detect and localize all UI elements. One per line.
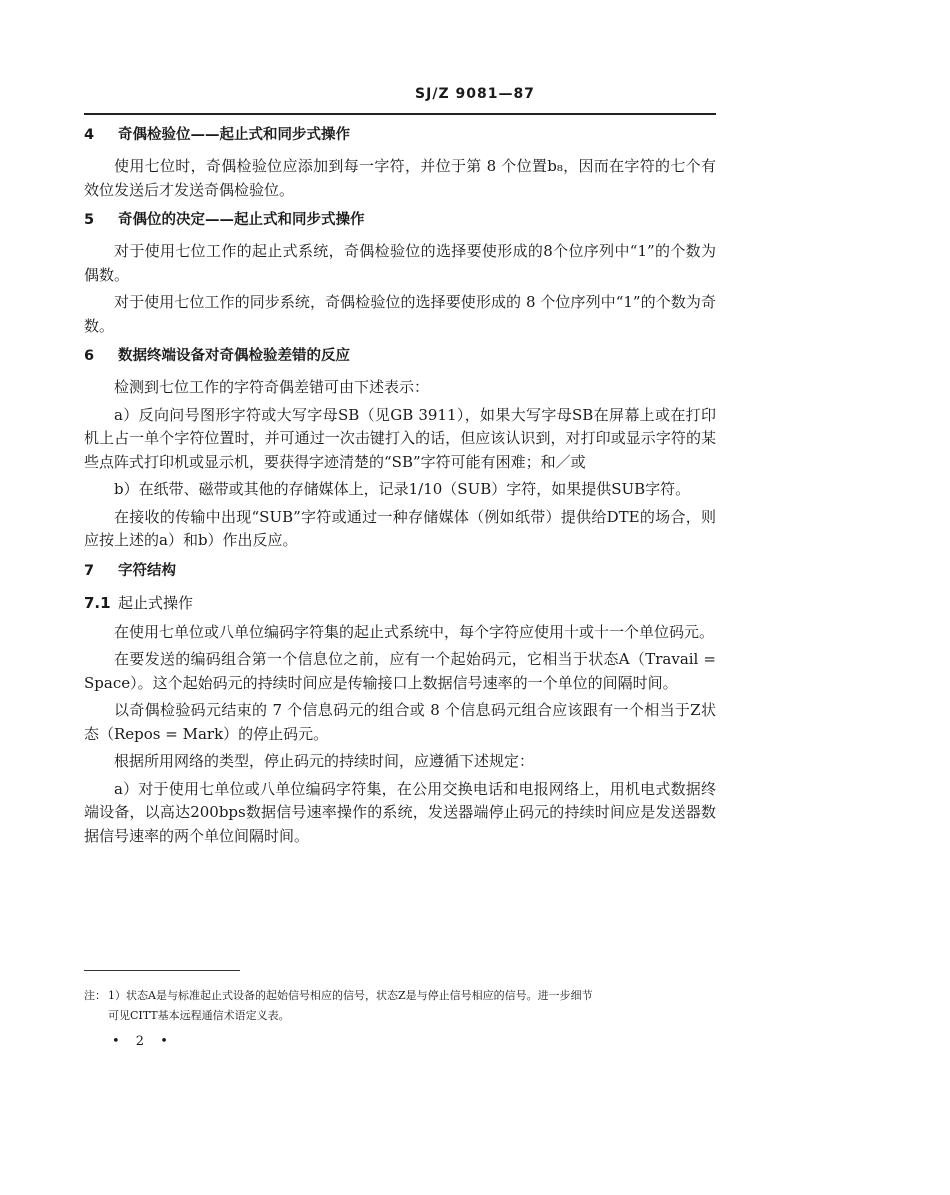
paragraph: 检测到七位工作的字符奇偶差错可由下述表示： — [114, 378, 430, 396]
paragraph: a）反向问号图形字符或大写字母SB（见GB 3911），如果大写字母SB在屏幕上或在打印机上占一单个字符位置时，并可通过一次击键打入的话，但应该认识到，对打印或显示字符的某些点阵式打印机或显示机，要获得字迹清楚的“SB”字符可能有困难；和／或 — [84, 405, 716, 471]
section-number: 6 — [84, 348, 95, 364]
footnote — [84, 986, 716, 1026]
paragraph: 对于使用七位工作的起止式系统，奇偶检验位的选择要使形成的8个位序列中“1”的个数为偶数。 — [84, 242, 716, 284]
body-text — [84, 123, 716, 852]
standard-code-header: SJ/Z 9081—87 — [415, 86, 535, 102]
section-number: 7 — [84, 562, 95, 579]
header-rule — [84, 113, 716, 115]
section-title: 数据终端设备对奇偶检验差错的反应 — [118, 348, 350, 364]
footnote-line-1: 1）状态A是与标准起止式设备的起始信号相应的信号，状态Z是与停止信号相应的信号。进一步细节 — [108, 989, 593, 1002]
section-title: 字符结构 — [118, 562, 176, 579]
footnote-line-2: 可见CITT基本远程通信术语定义表。 — [108, 1009, 290, 1022]
section-title: 奇偶检验位——起止式和同步式操作 — [118, 127, 350, 143]
paragraph: 在接收的传输中出现“SUB”字符或通过一种存储媒体（例如纸带）提供给DTE的场合，则应按上述的a）和b）作出反应。 — [84, 507, 716, 549]
section-heading — [84, 559, 716, 583]
section-number: 4 — [84, 127, 95, 143]
paragraph: 对于使用七位工作的同步系统，奇偶检验位的选择要使形成的 8 个位序列中“1”的个数为奇数。 — [84, 293, 716, 335]
paragraph: 在要发送的编码组合第一个信息位之前，应有一个起始码元，它相当于状态A（Travail = Space）。这个起始码元的持续时间应是传输接口上数据信号速率的一个单位的间隔时间。 — [84, 650, 716, 692]
section-title: 奇偶位的决定——起止式和同步式操作 — [118, 212, 365, 228]
paragraph: 在使用七单位或八单位编码字符集的起止式系统中，每个字符应使用十或十一个单位码元。 — [114, 622, 715, 641]
section-heading — [84, 123, 716, 147]
page-number: • 2 • — [112, 1034, 174, 1049]
footnote-label: 注： — [84, 989, 106, 1002]
subsection-heading — [84, 591, 716, 615]
subsection-number: 7.1 — [84, 593, 111, 612]
section-heading — [84, 208, 716, 232]
footnote-rule — [84, 970, 240, 971]
paragraph: b）在纸带、磁带或其他的存储媒体上，记录1/10（SUB）字符，如果提供SUB字符。 — [114, 480, 691, 498]
paragraph: 使用七位时，奇偶检验位应添加到每一字符，并位于第 8 个位置b₈，因而在字符的七个有效位发送后才发送奇偶检验位。 — [84, 157, 716, 199]
subsection-title: 起止式操作 — [118, 593, 194, 612]
section-heading — [84, 344, 716, 368]
paragraph: 以奇偶检验码元结束的 7 个信息码元的组合或 8 个信息码元组合应该跟有一个相当于Z状态（Repos = Mark）的停止码元。 — [84, 701, 716, 743]
paragraph: 根据所用网络的类型，停止码元的持续时间，应遵循下述规定： — [114, 752, 535, 770]
paragraph: a）对于使用七单位或八单位编码字符集，在公用交换电话和电报网络上，用机电式数据终端设备，以高达200bps数据信号速率操作的系统，发送器端停止码元的持续时间应是发送器数据信号速率的两个单位间隔时间。 — [84, 779, 716, 845]
section-number: 5 — [84, 212, 95, 228]
